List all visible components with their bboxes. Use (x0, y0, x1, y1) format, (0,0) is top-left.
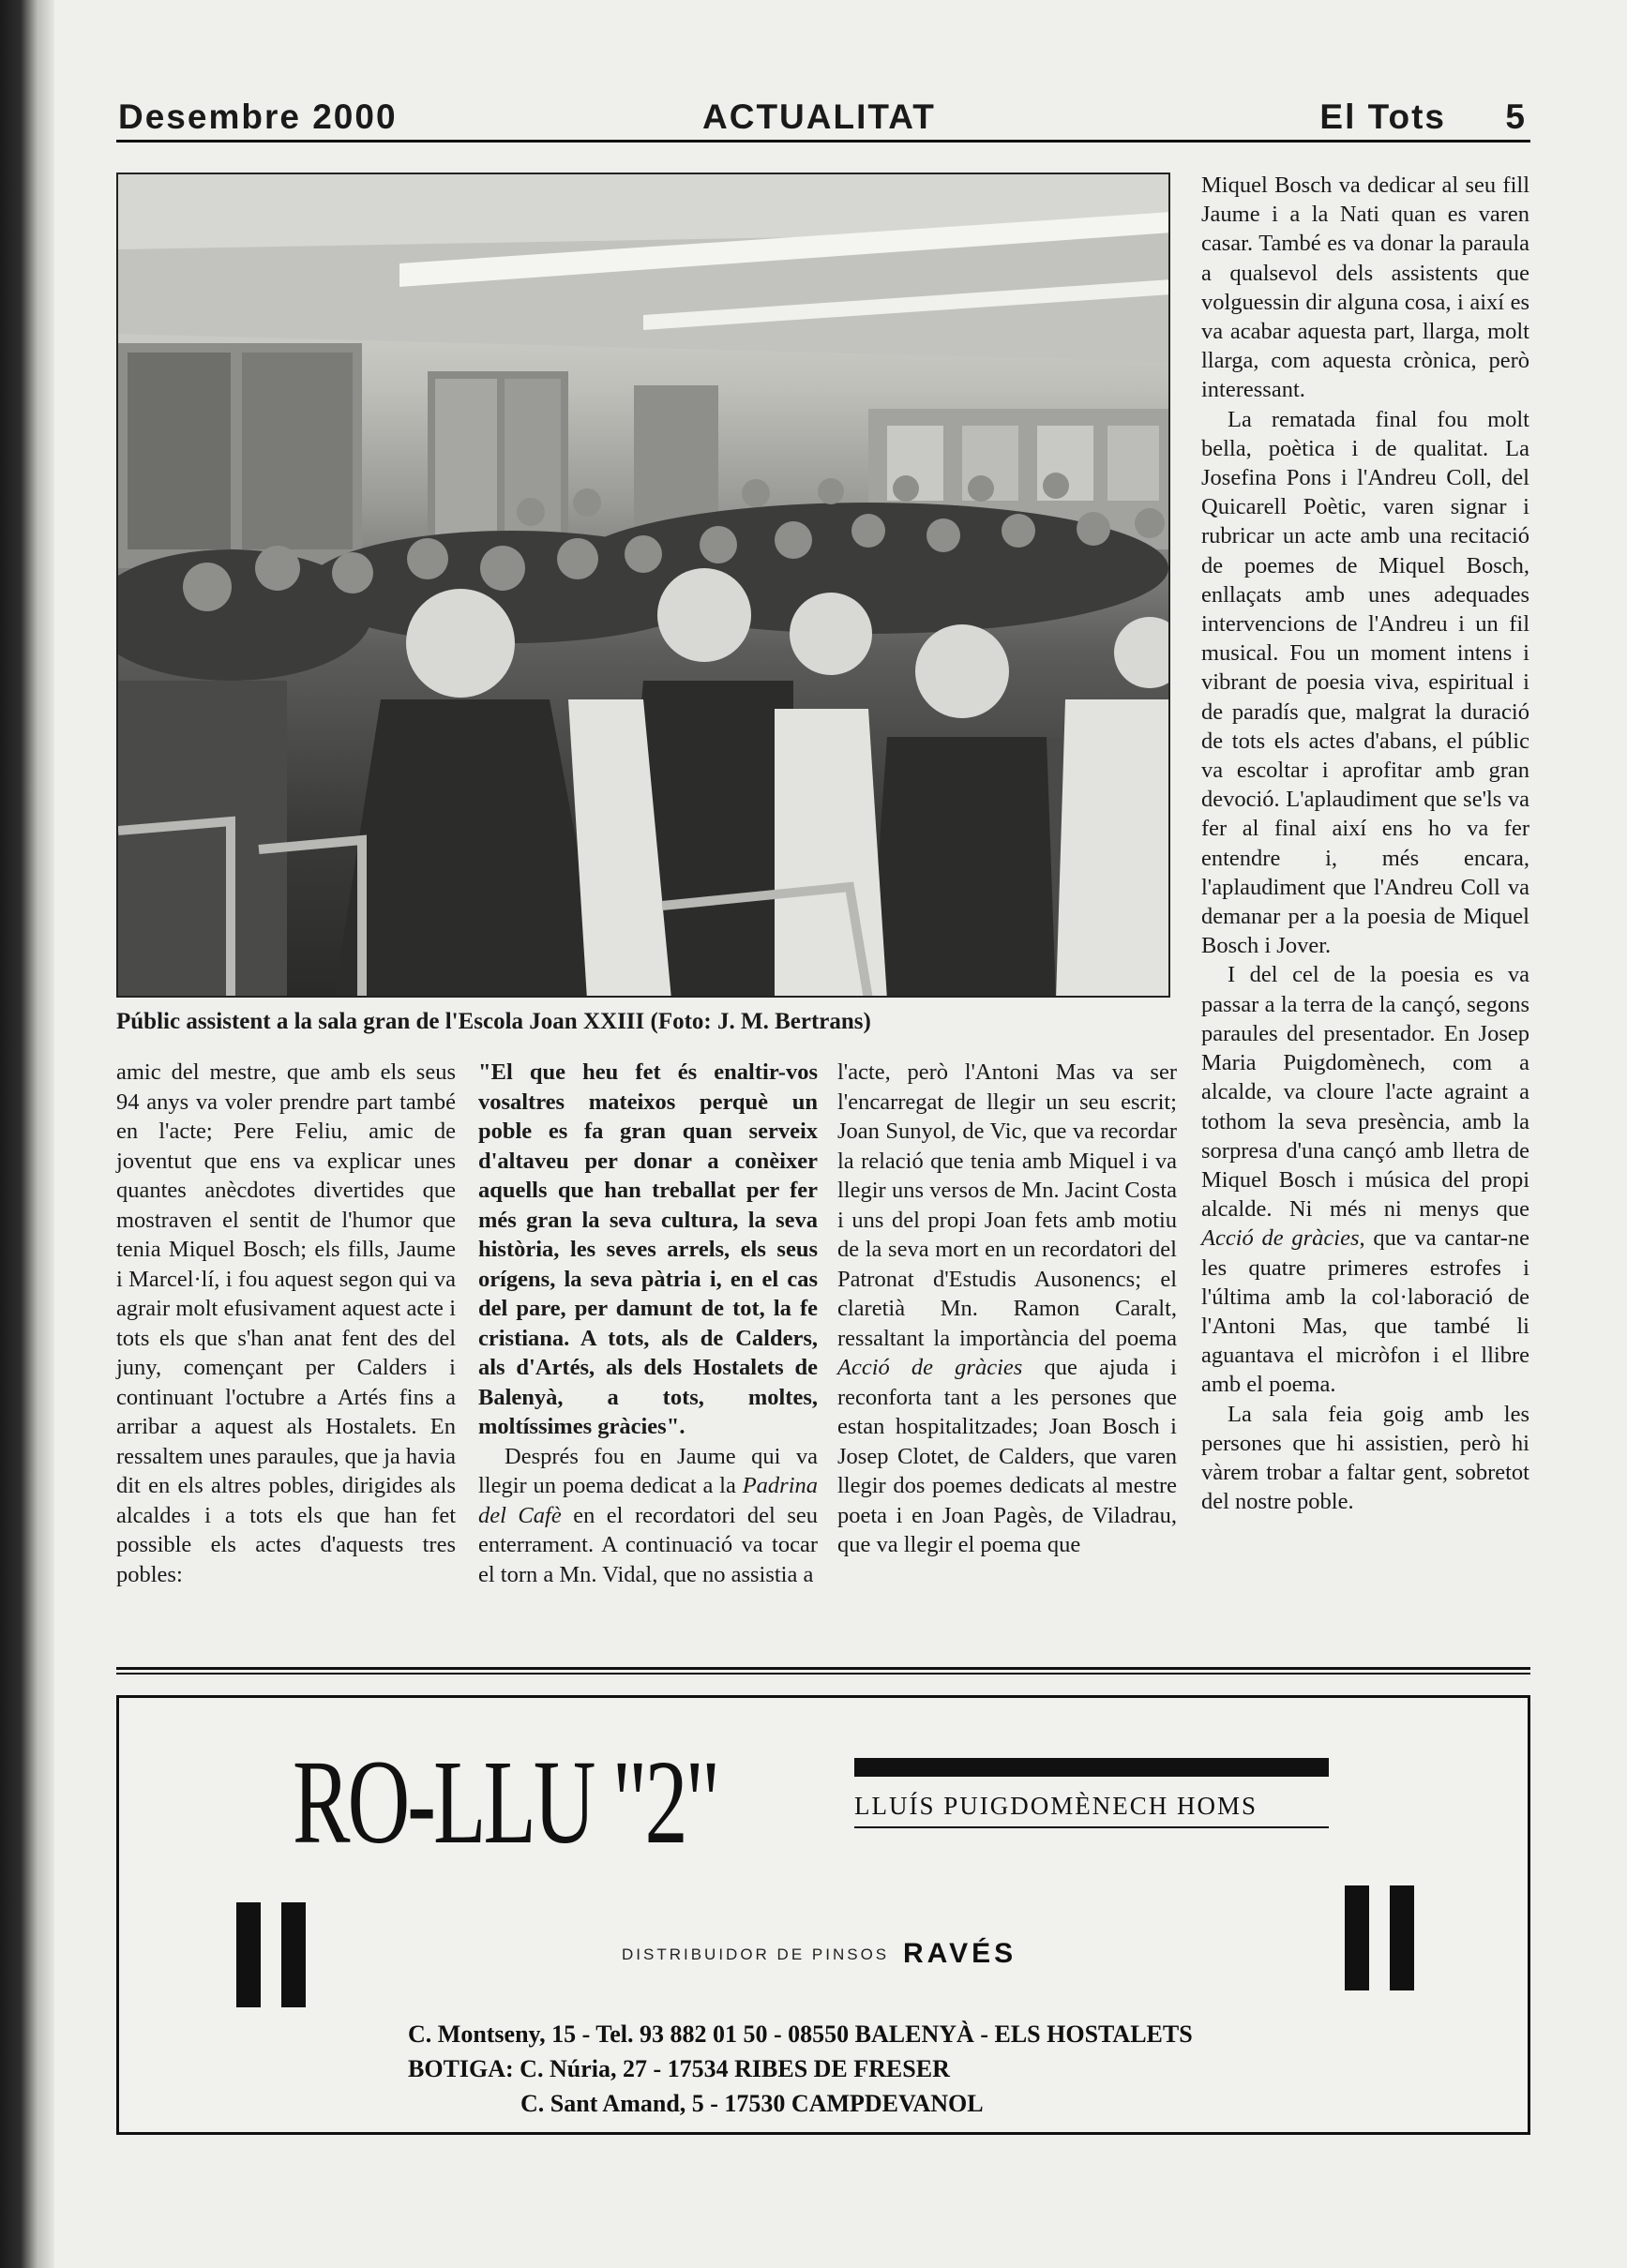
article-paragraph: La sala feia goig amb les persones que hi assistien, però hi vàrem trobar a faltar gent, sobretot del nostre poble. (1201, 1401, 1529, 1515)
page-header (116, 94, 1530, 143)
issue-date: Desembre 2000 (118, 98, 398, 136)
text-span: en el recordatori del seu enterrament. A continuació va tocar el torn a Mn. Vidal, que no assistia a (478, 1502, 818, 1587)
ad-decorative-bar (854, 1758, 1329, 1777)
ad-decorative-block-right (1345, 1885, 1414, 1990)
page-binding (0, 0, 54, 2268)
text-span: l'acte, però l'Antoni Mas va ser l'encarregat de llegir un seu escrit; Joan Sunyol, de Vic, que va recordar la relació que tenia amb Miquel i va llegir uns versos de Mn. Jacint Costa i uns del propi Joan fets amb motiu de la seva mort en un recordatori del Patronat d'Estudis Ausonencs; el claretià Mn. Ramon Caralt, ressaltant la importància del poema (837, 1059, 1177, 1351)
text-span: que ajuda i reconforta tant a les persones que estan hospitalitzades; Joan Bosch i Josep Clotet, de Calders, que varen llegir dos poemes dedicats al mestre poeta i en Joan Pagès, de Viladrau, que va llegir el poema que (837, 1355, 1177, 1557)
ad-address-line: C. Montseny, 15 - Tel. 93 882 01 50 - 08550 BALENYÀ - ELS HOSTALETS (408, 2020, 1193, 2048)
ad-owner-name: LLUÍS PUIGDOMÈNECH HOMS (854, 1792, 1329, 1828)
article-column-1 (116, 1058, 456, 1589)
article-paragraph (837, 1058, 1177, 1560)
text-span: , que va cantar-ne les quatre primeres estrofes i l'última amb la col·laboració de l'Antoni Mas, que també li aguantava el micròfon i el llibre amb el poema. (1201, 1225, 1529, 1398)
article-column-4 (1201, 171, 1529, 1516)
ad-address-line: BOTIGA: C. Núria, 27 - 17534 RIBES DE FRESER (408, 2055, 950, 2082)
audience-photo (116, 173, 1170, 998)
publication-name: El Tots (1319, 98, 1446, 136)
ad-address-line: C. Sant Amand, 5 - 17530 CAMPDEVANOL (520, 2090, 984, 2117)
song-title: Acció de gràcies (1201, 1225, 1360, 1252)
article-paragraph (1201, 960, 1529, 1399)
quote-paragraph: "El que heu fet és enaltir-vos vosaltres mateixos perquè un poble es fa gran quan serveix d'altaveu per donar a conèixer aquells que han treballat per fer més gran la seva cultura, la seva història, les seves arrels, els seus orígens, la seva pàtria i, en el cas del pare, per damunt de tot, la fe cristiana. A tots, als de Calders, als d'Artés, als dels Hostalets de Balenyà, a tots, moltes, moltíssimes gràcies". (478, 1059, 818, 1439)
ad-distributor-brand: RAVÉS (903, 1938, 1017, 1969)
audience-photo-illustration (118, 174, 1170, 998)
text-span: I del cel de la poesia es va passar a la terra de la cançó, segons paraules del presentador. En Josep Maria Puigdomènech, com a alcalde, va cloure l'acte agraint a tothom la seva presència, amb la sorpresa d'una cançó amb lletra de Miquel Bosch i música del propi alcalde. Ni més ni menys que (1201, 962, 1529, 1223)
text-span: Després fou en Jaume qui va llegir un poema dedicat a la (478, 1443, 818, 1498)
advertisement (116, 1695, 1530, 2135)
photo-caption: Públic assistent a la sala gran de l'Escola Joan XXIII (Foto: J. M. Bertrans) (116, 1009, 871, 1034)
article-paragraph: amic del mestre, que amb els seus 94 anys va voler prendre part també en l'acte; Pere Feliu, amic de joventut que ens va explicar unes quantes anècdotes divertides que mostraven el sentit de l'humor que tenia Miquel Bosch; els fills, Jaume i Marcel·lí, i fou aquest segon qui va agrair molt efusivament aquest acte i tots els que s'han anat fent des del juny, començant per Calders i continuant l'octubre a Artés fins a arribar a aquest als Hostalets. En ressaltem unes paraules, que ja havia dit en els altres pobles, dirigides als alcaldes i a tots els que han fet possible els actes d'aquests tres pobles: (116, 1059, 456, 1587)
section-divider (116, 1667, 1530, 1675)
ad-decorative-block-left (236, 1902, 306, 2007)
ad-addresses (119, 2017, 1533, 2121)
article-paragraph (478, 1442, 818, 1590)
poem-title: Acció de gràcies (837, 1355, 1023, 1380)
article-column-2 (478, 1058, 818, 1589)
article-column-3 (837, 1058, 1177, 1560)
section-title: ACTUALITAT (702, 98, 936, 136)
poem-title: Padrina del Cafè (478, 1473, 818, 1528)
page-number: 5 (1505, 98, 1527, 136)
article-paragraph: La rematada final fou molt bella, poètica i de qualitat. La Josefina Pons i l'Andreu Coll, del Quicarell Poètic, varen signar i rubricar un acte amb una recitació de poemes de Miquel Bosch, enllaçats amb unes adequades intervencions de l'Andreu i un fil musical. Fou un moment intens i vibrant de poesia viva, espiritual i de paradís que, malgrat la duració de tots els actes d'abans, el públic va escoltar i aprofitar amb gran devoció. L'aplaudiment que se'ls va fer al final així ens ho va fer entendre i, més encara, l'aplaudiment que l'Andreu Coll va demanar per a la poesia de Miquel Bosch i Jover. (1201, 406, 1529, 959)
ad-distributor-label: DISTRIBUIDOR DE PINSOS (622, 1945, 890, 1963)
article-paragraph: Miquel Bosch va dedicar al seu fill Jaume i a la Nati quan es varen casar. També es va donar la paraula a qualsevol dels assistents que volguessin dir alguna cosa, i així es va acabar aquesta part, llarga, molt llarga, com aquesta crònica, però interessant. (1201, 173, 1529, 403)
ad-brand-name: RO-LLU "2" (293, 1735, 718, 1869)
